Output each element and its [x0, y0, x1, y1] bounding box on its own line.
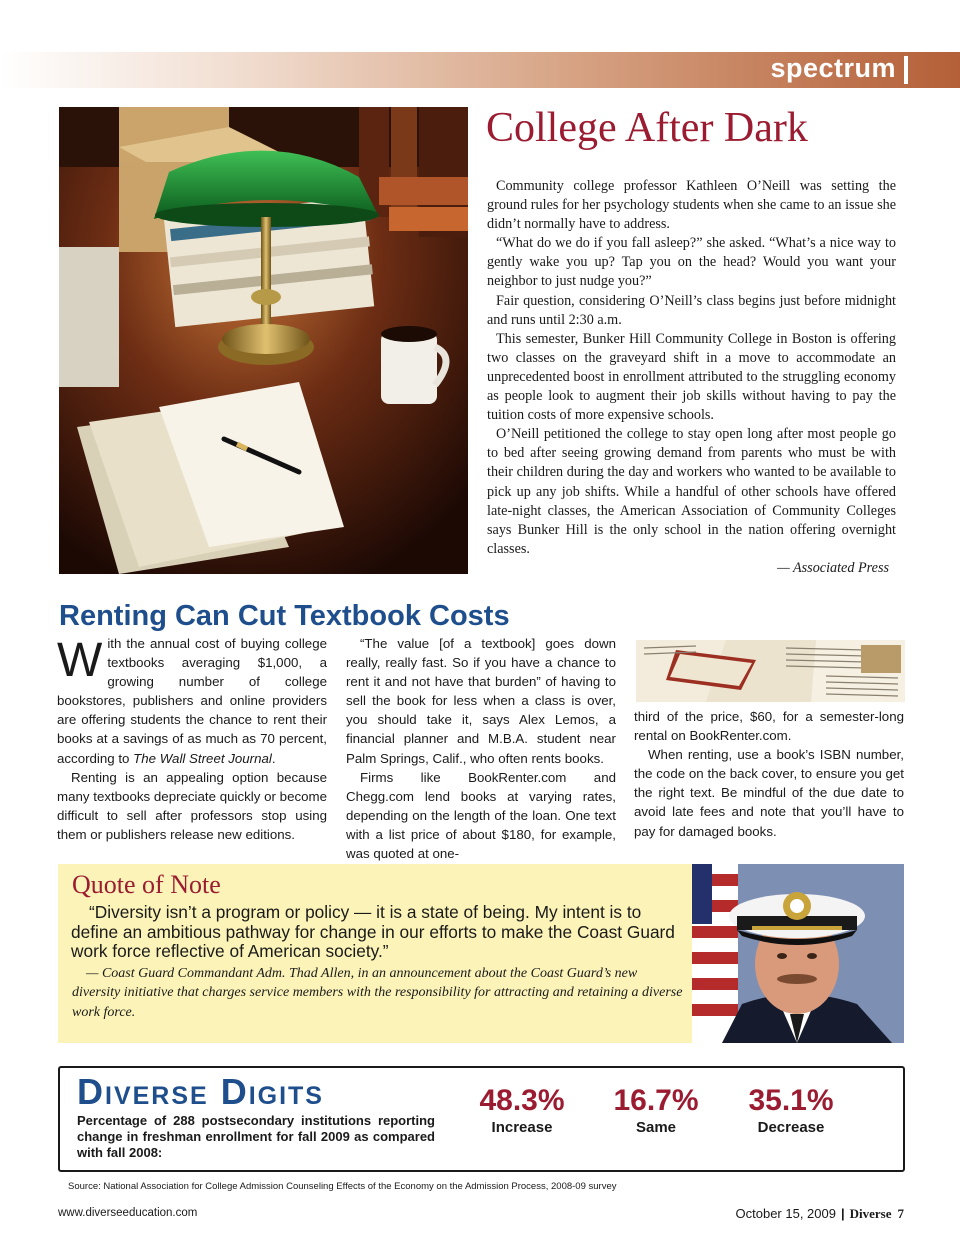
section-header-bar	[0, 52, 960, 88]
renting-column-2	[346, 634, 616, 863]
newspaper-name: The Wall Street Journal	[133, 750, 272, 766]
footer-date: October 15, 2009	[735, 1206, 836, 1221]
renting-title: Renting Can Cut Textbook Costs	[59, 600, 510, 632]
source-note: Source: National Association for College Admission Counseling Effects of the Economy on the Admission Process, 2008-09 survey	[68, 1181, 617, 1192]
article-paragraph: This semester, Bunker Hill Community College in Boston is offering two classes on the graveyard shift in a move to accommodate an unprecedented boost in enrollment attributed to the struggling economy as people look to augment their job skills without having to pay the tuition costs of more expensive schools.	[487, 330, 896, 424]
stat-label: Decrease	[757, 1119, 825, 1136]
stat-value: 35.1%	[748, 1084, 834, 1117]
digits-description: Percentage of 288 postsecondary institutions reporting change in freshman enrollment for fall 2009 as compared with fall 2008:	[77, 1113, 435, 1160]
article-paragraph: “What do we do if you fall asleep?” she asked. “What’s a nice way to gently wake you up? Tap you on the head? Would you want your neighbor to just nudge you?”	[487, 235, 896, 290]
article-byline: — Associated Press	[777, 560, 889, 576]
footer-divider: |	[840, 1206, 845, 1221]
publication-name: Diverse	[849, 1206, 892, 1221]
renting-paragraph: Firms like BookRenter.com and Chegg.com lend books at varying rates, depending on the length of the loan. One text with a list price of about $180, for example, was quoted at one-	[346, 769, 616, 862]
article-paragraph: Community college professor Kathleen O’Neill was setting the ground rules for her psychology students when she came to an issue she didn’t normally have to address.	[487, 178, 896, 233]
page-number: 7	[897, 1206, 904, 1221]
stat-value: 48.3%	[479, 1084, 565, 1117]
renting-paragraph: third of the price, $60, for a semester-long rental on BookRenter.com.	[634, 709, 904, 744]
renting-paragraph: Renting is an appealing option because many textbooks depreciate quickly or become difficult to sell after professors stop using them or publishers release new editions.	[57, 769, 327, 842]
quote-title: Quote of Note	[72, 870, 221, 899]
diverse-digits-box	[58, 1066, 905, 1172]
stat-label: Same	[635, 1119, 677, 1136]
quote-attribution: — Coast Guard Commandant Adm. Thad Allen, in an announcement about the Coast Guard’s new diversity initiative that charges service members with the responsibility for attracting and retaining a diverse work force.	[72, 966, 683, 1020]
renting-paragraph: “The value [of a textbook] goes down really, really fast. So if you have a chance to rent it and not have that burden” of having to sell the book for less when a class is over, you should take it, says Alex Lemos, a financial planner and M.B.A. student near Palm Springs, Calif., who often rents books.	[346, 636, 616, 766]
renting-column-1	[57, 634, 327, 844]
drop-cap: W	[57, 634, 103, 687]
quote-of-note-box	[58, 864, 692, 1043]
article-paragraph: O’Neill petitioned the college to stay open long after most people go to bed after seeing growing demand from parents who must be with their children during the day and workers who wanted to be available to pick up any job shifts. While a handful of other schools have offered late-night classes, the American Association of Community Colleges says Bunker Hill is the only school in the nation offering overnight classes.	[487, 426, 896, 557]
desk-lamp-photo	[59, 107, 468, 574]
article-paragraph: Fair question, considering O’Neill’s class begins just before midnight and runs until 2:30 a.m.	[487, 292, 896, 328]
article-title: College After Dark	[486, 105, 808, 151]
quote-text: “Diversity isn’t a program or policy — it is a state of being. My intent is to define an ambitious pathway for change in our efforts to make the Coast Guard work force reflective of American society.”	[71, 902, 675, 961]
stat-label: Increase	[491, 1119, 553, 1136]
renting-paragraph: With the annual cost of buying college textbooks averaging $1,000, a growing number of college bookstores, publishers and online providers are offering students the chance to rent their books at a savings of as much as 70 percent, according to The Wall Street Journal.	[57, 634, 327, 766]
stat-value: 16.7%	[613, 1084, 699, 1117]
footer-info	[736, 1206, 904, 1222]
article-body	[487, 177, 896, 559]
admiral-portrait-photo	[692, 864, 904, 1043]
renting-paragraph: When renting, use a book’s ISBN number, the code on the back cover, to ensure you get the right text. Be mindful of the due date to avoid late fees and note that you’ll have to pay for damaged books.	[634, 747, 904, 839]
stat-same	[591, 1084, 721, 1136]
renting-column-3	[634, 707, 904, 841]
open-books-photo	[636, 640, 905, 702]
stat-decrease	[726, 1084, 856, 1136]
stat-increase	[457, 1084, 587, 1136]
digits-title: Diverse Digits	[77, 1071, 324, 1112]
footer-url[interactable]: www.diverseeducation.com	[58, 1207, 198, 1219]
section-label: spectrum	[770, 53, 896, 83]
section-divider	[904, 56, 908, 84]
